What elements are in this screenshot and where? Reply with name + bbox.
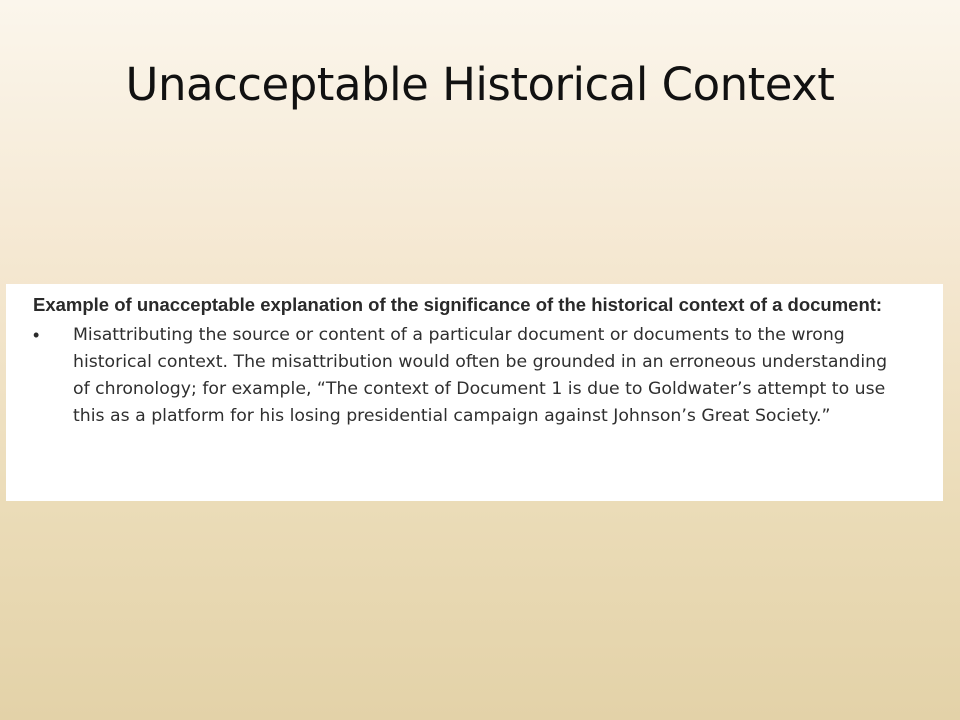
bullet-item	[33, 322, 943, 430]
excerpt-heading: Example of unacceptable explanation of the significance of the historical context of a document:	[33, 294, 883, 315]
bullet-icon: •	[33, 325, 40, 345]
excerpt-image	[6, 284, 943, 501]
slide-title: Unacceptable Historical Context	[125, 58, 835, 111]
bullet-text: Misattributing the source or content of a particular document or documents to the wrong historical context. The misattribution would often be grounded in an erroneous understanding of chronology; for example, “The context of Document 1 is due to Goldwater’s attempt to use this as a platform for his losing presidential campaign against Johnson’s Great Society.”	[73, 325, 888, 426]
